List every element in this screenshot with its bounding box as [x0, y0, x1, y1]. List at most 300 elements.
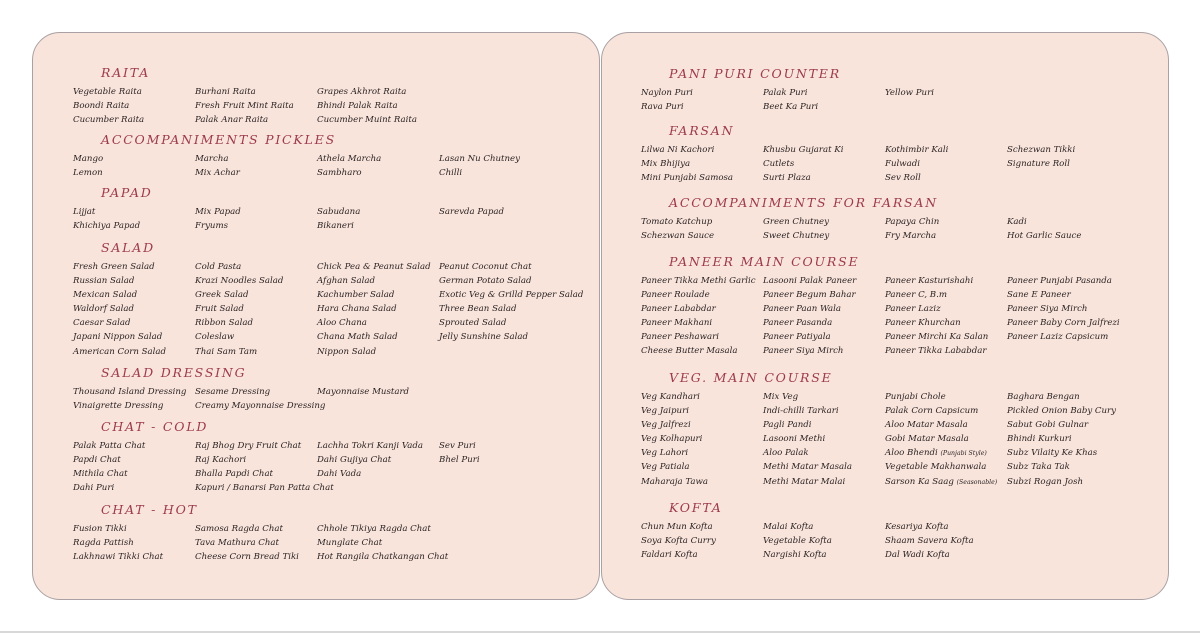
- menu-item-name: Aloo Matar Masala: [885, 420, 968, 431]
- menu-item: [1007, 446, 1153, 460]
- menu-item-name: Veg Lahori: [641, 448, 689, 459]
- menu-item: [763, 330, 885, 344]
- menu-item-name: Mango: [73, 154, 104, 164]
- menu-item: [439, 439, 585, 453]
- menu-item: [641, 475, 763, 489]
- menu-item: [885, 229, 1007, 243]
- menu-item-name: Boondi Raita: [73, 101, 130, 112]
- menu-items-grid: [73, 205, 599, 233]
- menu-item: [641, 446, 763, 460]
- menu-item: [763, 86, 885, 100]
- menu-item: [885, 215, 1007, 229]
- menu-item: [885, 344, 1007, 358]
- menu-item-name: Palak Anar Raita: [195, 115, 269, 126]
- menu-item: [885, 330, 1007, 344]
- menu-item: [641, 302, 763, 316]
- menu-item: [641, 520, 763, 534]
- menu-item: [641, 534, 763, 548]
- menu-item: [763, 143, 885, 157]
- menu-item-name: Marcha: [195, 154, 229, 164]
- menu-item-name: Lasooni Palak Paneer: [763, 276, 857, 286]
- menu-item-name: Greek Salad: [195, 290, 249, 301]
- empty-cell: [1007, 100, 1153, 114]
- menu-item: [73, 345, 195, 359]
- menu-item: [317, 536, 439, 550]
- menu-item: [195, 453, 317, 467]
- menu-item-name: Indi-chilli Tarkari: [763, 406, 839, 417]
- menu-item: [73, 288, 195, 302]
- menu-item: [73, 166, 195, 180]
- menu-item-name: Surti Plaza: [763, 173, 811, 184]
- menu-item: [73, 439, 195, 453]
- menu-item-name: Mix Bhijiya: [641, 159, 691, 170]
- menu-item: [885, 548, 1007, 562]
- menu-item-name: Cheese Butter Masala: [641, 346, 738, 357]
- menu-item: [73, 302, 195, 316]
- menu-item-name: Paneer Begum Bahar: [763, 290, 856, 301]
- section-heading: CHAT - HOT: [101, 502, 198, 517]
- menu-item-name: Raj Bhog Dry Fruit Chat: [195, 441, 302, 451]
- menu-item-name: Yellow Puri: [885, 88, 934, 98]
- menu-item: [763, 475, 885, 489]
- menu-item-name: Three Bean Salad: [439, 304, 517, 315]
- menu-item-name: Paneer Pasanda: [763, 318, 833, 329]
- menu-item: [763, 157, 885, 171]
- section-raita: [33, 65, 599, 127]
- menu-item: [763, 316, 885, 330]
- menu-item: [641, 418, 763, 432]
- menu-item-name: Jelly Sunshine Salad: [439, 332, 529, 343]
- empty-cell: [439, 399, 585, 413]
- menu-item: [317, 316, 439, 330]
- empty-cell: [439, 522, 585, 536]
- menu-item-name: Schezwan Tikki: [1007, 145, 1076, 155]
- menu-item: [763, 520, 885, 534]
- menu-item-name: Papaya Chin: [885, 217, 940, 227]
- menu-item: [641, 157, 763, 171]
- empty-cell: [317, 481, 439, 495]
- menu-item-name: Dahi Puri: [73, 483, 115, 494]
- menu-item-name: Burhani Raita: [195, 87, 256, 97]
- menu-item-name: Fulwadi: [885, 159, 920, 170]
- menu-item-name: Samosa Ragda Chat: [195, 524, 283, 534]
- menu-items-grid: [73, 522, 599, 564]
- menu-item-name: Paneer Makhani: [641, 318, 713, 329]
- menu-items-grid: [73, 260, 599, 359]
- menu-item: [195, 481, 334, 495]
- menu-items-grid: [641, 274, 1168, 359]
- empty-cell: [439, 550, 585, 564]
- menu-item-name: Aloo Bhendi: [885, 448, 938, 459]
- menu-item: [641, 229, 763, 243]
- empty-cell: [439, 536, 585, 550]
- menu-item: [317, 274, 439, 288]
- section-heading: ACCOMPANIMENTS FOR FARSAN: [669, 195, 938, 210]
- menu-item: [885, 534, 1007, 548]
- menu-item-name: Lachha Tokri Kanji Vada: [317, 441, 423, 451]
- menu-left-page: [32, 32, 600, 600]
- menu-item-name: Paneer Baby Corn Jalfrezi: [1007, 318, 1120, 329]
- menu-item-name: Hot Garlic Sauce: [1007, 231, 1082, 242]
- menu-item-name: Tava Mathura Chat: [195, 538, 279, 549]
- menu-item-name: Lilwa Ni Kachori: [641, 145, 715, 155]
- menu-item: [641, 404, 763, 418]
- menu-item-name: Khichiya Papad: [73, 221, 141, 232]
- menu-item-name: Subz Vilaity Ke Khas: [1007, 448, 1098, 459]
- menu-item: [763, 215, 885, 229]
- section-heading: KOFTA: [669, 500, 723, 515]
- menu-items-grid: [641, 390, 1168, 489]
- menu-item-name: Fusion Tikki: [73, 524, 127, 534]
- menu-item-name: American Corn Salad: [73, 346, 167, 357]
- menu-item: [885, 418, 1007, 432]
- menu-item-name: Lijjat: [73, 207, 96, 217]
- menu-item: [195, 467, 317, 481]
- menu-item-name: Veg Kolhapuri: [641, 434, 703, 445]
- menu-item: [317, 166, 439, 180]
- menu-items-grid: [641, 143, 1168, 185]
- menu-item: [1007, 475, 1153, 489]
- menu-item: [439, 330, 585, 344]
- menu-item-name: Veg Jalfrezi: [641, 420, 691, 431]
- menu-item: [73, 85, 195, 99]
- menu-item-name: Paneer Siya Mirch: [1007, 304, 1088, 315]
- menu-item-name: Paneer Roulade: [641, 290, 710, 301]
- menu-item: [317, 99, 439, 113]
- menu-item-name: Palak Patta Chat: [73, 441, 146, 451]
- menu-item: [195, 330, 317, 344]
- menu-item-name: Mix Achar: [195, 168, 240, 179]
- menu-item-name: Veg Jaipuri: [641, 406, 689, 417]
- menu-item-name: Malai Kofta: [763, 522, 814, 532]
- empty-cell: [317, 399, 439, 413]
- menu-item-name: Mini Punjabi Samosa: [641, 173, 734, 184]
- menu-item-name: Signature Roll: [1007, 159, 1070, 170]
- empty-cell: [1007, 171, 1153, 185]
- menu-item-name: Gobi Matar Masala: [885, 434, 969, 445]
- menu-item-name: Mayonnaise Mustard: [317, 387, 410, 397]
- menu-item: [1007, 316, 1153, 330]
- menu-item: [195, 99, 317, 113]
- menu-items-grid: [73, 439, 599, 495]
- menu-item-name: Paneer Punjabi Pasanda: [1007, 276, 1112, 286]
- menu-item-name: Sabut Gobi Gulnar: [1007, 420, 1089, 431]
- menu-item: [1007, 460, 1153, 474]
- menu-item: [439, 152, 585, 166]
- empty-cell: [885, 100, 1007, 114]
- menu-item: [763, 446, 885, 460]
- menu-item: [763, 288, 885, 302]
- menu-item: [641, 288, 763, 302]
- menu-item: [317, 219, 439, 233]
- menu-item-name: German Potato Salad: [439, 276, 532, 287]
- menu-item: [885, 157, 1007, 171]
- menu-item-name: Mithila Chat: [73, 469, 128, 480]
- empty-cell: [1007, 520, 1153, 534]
- menu-item-name: Paneer Siya Mirch: [763, 346, 844, 357]
- menu-item: [641, 460, 763, 474]
- menu-item-name: Paneer Laziz: [885, 304, 941, 315]
- empty-cell: [439, 467, 585, 481]
- empty-cell: [439, 345, 585, 359]
- menu-item: [641, 143, 763, 157]
- menu-items-grid: [641, 86, 1168, 114]
- menu-item: [885, 404, 1007, 418]
- menu-item-name: Chhole Tikiya Ragda Chat: [317, 524, 431, 534]
- menu-item-name: Paneer C, B.m: [885, 290, 947, 301]
- menu-item: [73, 152, 195, 166]
- menu-item-name: Sweet Chutney: [763, 231, 830, 242]
- section-heading: SALAD: [101, 240, 155, 255]
- menu-item-name: Paneer Khurchan: [885, 318, 961, 329]
- menu-item: [73, 550, 195, 564]
- menu-item: [641, 316, 763, 330]
- menu-item: [1007, 390, 1153, 404]
- menu-item: [195, 205, 317, 219]
- menu-item: [317, 113, 439, 127]
- menu-item-name: Cucumber Muint Raita: [317, 115, 417, 126]
- menu-item-name: Vegetable Kofta: [763, 536, 832, 547]
- menu-item: [195, 522, 317, 536]
- menu-item-name: Bhindi Palak Raita: [317, 101, 398, 112]
- menu-item: [1007, 330, 1153, 344]
- menu-item: [317, 345, 439, 359]
- menu-item: [1007, 229, 1153, 243]
- section-salad: [33, 240, 599, 359]
- menu-item: [317, 439, 439, 453]
- empty-cell: [439, 481, 585, 495]
- section-heading: VEG. MAIN COURSE: [669, 370, 833, 385]
- menu-item-name: Vegetable Raita: [73, 87, 142, 97]
- menu-item-name: Russian Salad: [73, 276, 135, 287]
- menu-item-name: Paneer Laziz Capsicum: [1007, 332, 1109, 343]
- menu-item: [763, 229, 885, 243]
- empty-cell: [1007, 534, 1153, 548]
- menu-item: [73, 481, 195, 495]
- menu-item-name: Beet Ka Puri: [763, 102, 819, 113]
- menu-item-name: Schezwan Sauce: [641, 231, 715, 242]
- menu-item-name: Palak Corn Capsicum: [885, 406, 979, 417]
- menu-item: [763, 404, 885, 418]
- menu-item: [763, 274, 885, 288]
- menu-item: [641, 344, 763, 358]
- menu-item: [763, 171, 885, 185]
- menu-item-name: Creamy Mayonnaise Dressing: [195, 401, 326, 412]
- menu-item: [641, 274, 763, 288]
- menu-item-name: Dahi Gujiya Chat: [317, 455, 392, 466]
- menu-item-name: Chick Pea & Peanut Salad: [317, 262, 431, 272]
- menu-item-name: Soya Kofta Curry: [641, 536, 716, 547]
- menu-item: [1007, 432, 1153, 446]
- menu-item: [195, 85, 317, 99]
- menu-item-name: Thousand Island Dressing: [73, 387, 187, 397]
- menu-item: [317, 550, 449, 564]
- menu-item-name: Fruit Salad: [195, 304, 244, 315]
- menu-item-name: Paneer Patiyala: [763, 332, 831, 343]
- menu-item-name: Pagli Pandi: [763, 420, 812, 431]
- menu-item-name: Afghan Salad: [317, 276, 376, 287]
- menu-item: [1007, 274, 1153, 288]
- menu-item: [195, 260, 317, 274]
- menu-item: [885, 143, 1007, 157]
- menu-item-name: Veg Kandhari: [641, 392, 700, 402]
- menu-item: [763, 302, 885, 316]
- section-heading: FARSAN: [669, 123, 735, 138]
- menu-item-name: Kapuri / Banarsi Pan Patta Chat: [195, 483, 334, 494]
- menu-item: [763, 460, 885, 474]
- empty-cell: [1007, 344, 1153, 358]
- menu-item-name: Sev Roll: [885, 173, 921, 184]
- menu-item: [73, 274, 195, 288]
- menu-item: [73, 316, 195, 330]
- menu-item: [763, 548, 885, 562]
- menu-item-name: Aloo Palak: [763, 448, 809, 459]
- menu-item: [439, 166, 585, 180]
- section-accompaniments-for-farsan: [602, 195, 1168, 243]
- menu-item-name: Palak Puri: [763, 88, 808, 98]
- section-paneer-main-course: [602, 254, 1168, 359]
- menu-item-name: Cucumber Raita: [73, 115, 145, 126]
- empty-cell: [1007, 548, 1153, 562]
- empty-cell: [439, 113, 585, 127]
- menu-item-name: Kadi: [1007, 217, 1027, 227]
- menu-item-name: Vegetable Makhanwala: [885, 462, 987, 473]
- section-pani-puri-counter: [602, 66, 1168, 114]
- menu-item: [317, 385, 439, 399]
- menu-item: [195, 274, 317, 288]
- menu-items-grid: [73, 385, 599, 413]
- menu-item: [73, 330, 195, 344]
- section-heading: PANEER MAIN COURSE: [669, 254, 860, 269]
- menu-item: [317, 302, 439, 316]
- section-heading: PANI PURI COUNTER: [669, 66, 841, 81]
- menu-item-name: Thai Sam Tam: [195, 346, 258, 357]
- menu-items-grid: [73, 85, 599, 127]
- menu-item: [1007, 418, 1153, 432]
- section-heading: SALAD DRESSING: [101, 365, 247, 380]
- menu-item-name: Fresh Fruit Mint Raita: [195, 101, 294, 112]
- menu-item-name: Kothimbir Kali: [885, 145, 949, 155]
- menu-item: [73, 522, 195, 536]
- menu-item-name: Punjabi Chole: [885, 392, 946, 402]
- empty-cell: [1007, 86, 1153, 100]
- menu-items-grid: [641, 520, 1168, 562]
- menu-item: [317, 288, 439, 302]
- menu-item: [1007, 215, 1153, 229]
- menu-item: [317, 467, 439, 481]
- menu-item: [317, 522, 439, 536]
- menu-item-name: Mexican Salad: [73, 290, 138, 301]
- menu-item-name: Hot Rangila Chatkangan Chat: [317, 552, 449, 563]
- menu-item-name: Chana Math Salad: [317, 332, 398, 343]
- menu-item-name: Lasooni Methi: [763, 434, 826, 445]
- menu-item-name: Paneer Lababdar: [641, 304, 716, 315]
- menu-item: [195, 316, 317, 330]
- menu-item: [885, 390, 1007, 404]
- menu-item-name: Nargishi Kofta: [763, 550, 827, 561]
- menu-item: [439, 288, 585, 302]
- menu-item-name: Maharaja Tawa: [641, 476, 708, 487]
- menu-item: [317, 152, 439, 166]
- menu-item: [73, 399, 195, 413]
- menu-item: [73, 385, 195, 399]
- section-farsan: [602, 123, 1168, 185]
- menu-item: [641, 432, 763, 446]
- menu-item: [317, 330, 439, 344]
- section-accompaniments-pickles: [33, 132, 599, 180]
- menu-item-name: Sambharo: [317, 168, 362, 179]
- menu-item-name: Paneer Mirchi Ka Salan: [885, 332, 989, 343]
- menu-item: [763, 390, 885, 404]
- menu-item: [73, 113, 195, 127]
- menu-item: [439, 302, 585, 316]
- menu-item: [1007, 302, 1153, 316]
- menu-item-name: Dahi Vada: [317, 469, 362, 480]
- menu-item-name: Mix Veg: [763, 392, 799, 402]
- menu-item: [195, 302, 317, 316]
- menu-item-name: Sev Puri: [439, 441, 476, 451]
- menu-item-name: Japani Nippon Salad: [73, 332, 163, 343]
- menu-item: [317, 205, 439, 219]
- section-kofta: [602, 500, 1168, 562]
- menu-item: [439, 453, 585, 467]
- menu-items-grid: [73, 152, 599, 180]
- menu-item-name: Athela Marcha: [317, 154, 382, 164]
- menu-item: [885, 432, 1007, 446]
- menu-item-name: Chilli: [439, 168, 463, 179]
- menu-item-name: Rava Puri: [641, 102, 684, 113]
- menu-right-page: [601, 32, 1169, 600]
- section-heading: ACCOMPANIMENTS PICKLES: [101, 132, 336, 147]
- menu-item-name: Baghara Bengan: [1007, 392, 1080, 402]
- menu-item: [195, 113, 317, 127]
- empty-cell: [439, 85, 585, 99]
- section-heading: CHAT - COLD: [101, 419, 209, 434]
- menu-item-name: Bhalla Papdi Chat: [195, 469, 274, 480]
- menu-item: [763, 432, 885, 446]
- menu-item-name: Munglate Chat: [317, 538, 383, 549]
- menu-item: [885, 302, 1007, 316]
- menu-item-name: Aloo Chana: [317, 318, 367, 329]
- menu-item-name: Tomato Katchup: [641, 217, 713, 227]
- menu-item-name: Mix Papad: [195, 207, 241, 217]
- section-papad: [33, 185, 599, 233]
- section-chat-hot: [33, 502, 599, 564]
- menu-item: [195, 345, 317, 359]
- menu-item: [73, 260, 195, 274]
- menu-item: [885, 475, 1007, 489]
- menu-item-name: Ribbon Salad: [195, 318, 254, 329]
- menu-item-name: Nippon Salad: [317, 346, 377, 357]
- menu-item-name: Paneer Tikka Lababdar: [885, 346, 987, 357]
- menu-item-name: Vinaigrette Dressing: [73, 401, 164, 412]
- menu-item-name: Paneer Paan Wala: [763, 304, 842, 315]
- menu-item-name: Pickled Onion Baby Cury: [1007, 406, 1116, 417]
- menu-item: [1007, 157, 1153, 171]
- menu-item: [195, 536, 317, 550]
- menu-item-name: Fryums: [195, 221, 229, 232]
- menu-item: [1007, 143, 1153, 157]
- menu-item: [641, 171, 763, 185]
- menu-item-name: Dal Wadi Kofta: [885, 550, 950, 561]
- menu-item-name: Methi Matar Masala: [763, 462, 853, 473]
- section-chat-cold: [33, 419, 599, 495]
- menu-item: [641, 330, 763, 344]
- menu-item: [195, 385, 317, 399]
- menu-item-name: Cold Pasta: [195, 262, 242, 272]
- menu-item-name: Paneer Kasturishahi: [885, 276, 974, 286]
- menu-item-name: Ragda Pattish: [73, 538, 134, 549]
